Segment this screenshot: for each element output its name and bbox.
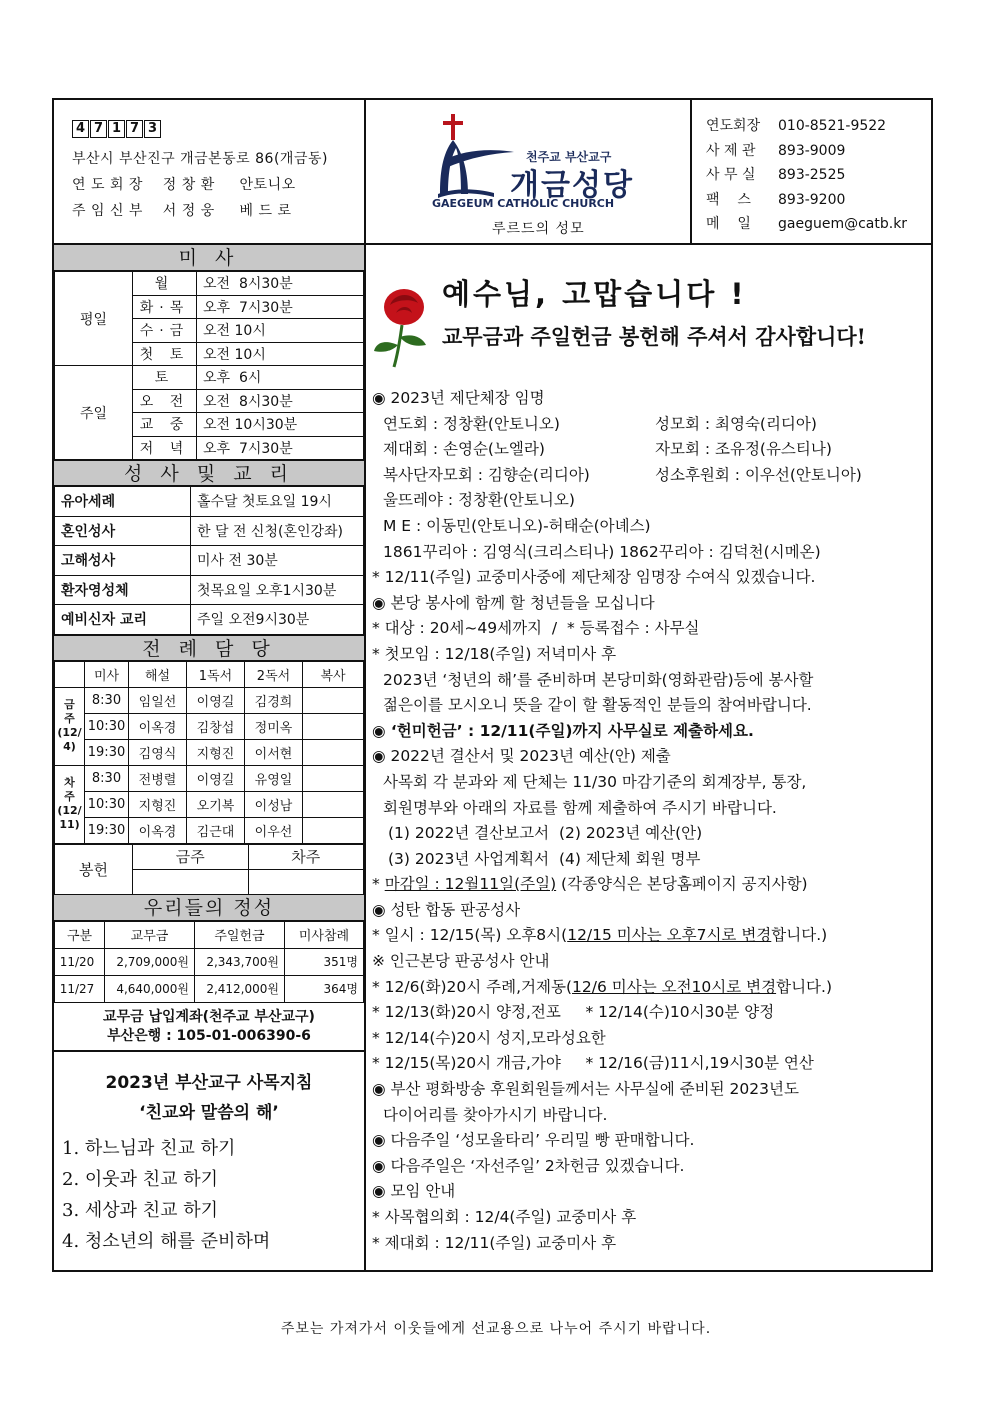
directive-item: 2. 이웃과 친교 하기 — [62, 1168, 219, 1190]
chair-name: 정 창 환 — [162, 177, 215, 193]
table-cell: 김창섭 — [187, 713, 245, 739]
contact-label: 사 무 실 — [706, 167, 756, 183]
mass-day: 교 중 — [133, 413, 197, 437]
column-header: 미사 — [85, 661, 129, 687]
table-cell: 이옥경 — [129, 713, 187, 739]
table-cell — [303, 739, 364, 765]
column-header: 미사참례 — [285, 921, 364, 948]
contact-value: 893-2525 — [778, 167, 846, 183]
chair-line — [72, 172, 364, 198]
notice-heading: ◉ 모임 안내 — [372, 1182, 456, 1201]
table-cell — [133, 869, 249, 894]
contact-label: 연도회장 — [706, 118, 761, 134]
table-cell: 유영일 — [245, 765, 303, 791]
table-row — [55, 575, 364, 605]
notice-line: 회원명부와 아래의 자료를 함께 제출하여 주시기 바랍니다. — [383, 798, 777, 817]
contact-row — [706, 212, 931, 237]
notice-text: (각종양식은 본당홈페이지 공지사항) — [556, 875, 808, 894]
table-header-row — [55, 661, 364, 687]
chair-baptismal: 안토니오 — [239, 177, 296, 193]
notice-text: 합니다.) — [776, 977, 832, 996]
table-cell: 김경희 — [245, 687, 303, 713]
sacrament-name: 유아세례 — [55, 487, 191, 517]
schedule-change: 12/15 미사는 오후7시로 변경 — [567, 926, 772, 945]
sunday-label: 주일 — [55, 366, 133, 460]
directive-subtitle: ‘친교와 말씀의 해’ — [139, 1102, 279, 1123]
contact-row — [706, 188, 931, 213]
notice-line: * 제대회 : 12/11(주일) 교중미사 후 — [372, 1233, 617, 1252]
pastor-line — [72, 198, 364, 224]
table-cell: 이서현 — [245, 739, 303, 765]
mass-time: 오전 10시30분 — [197, 413, 364, 437]
sacrament-name: 환자영성체 — [55, 575, 191, 605]
postal-digit: 3 — [144, 120, 161, 138]
table-row — [55, 605, 364, 635]
table-row — [55, 546, 364, 576]
postal-digit: 4 — [72, 120, 89, 138]
offering-table — [54, 844, 364, 895]
notice-line — [372, 872, 927, 898]
table-cell — [303, 791, 364, 817]
bullet: * — [372, 875, 385, 894]
donations-title: 우리들의 정성 — [54, 895, 364, 921]
table-row — [55, 687, 364, 713]
table-row — [55, 817, 364, 843]
footer-note: 주보는 가져가서 이웃들에게 선교용으로 나누어 주시기 바랍니다. — [280, 1321, 712, 1337]
notice-line: M E : 이동민(안토니오)-허태순(아녜스) — [383, 516, 651, 535]
sacrament-name: 혼인성사 — [55, 516, 191, 546]
mass-day: 저 녁 — [133, 436, 197, 460]
logo-patron: 루르드의 성모 — [492, 221, 585, 237]
contact-value: 893-9009 — [778, 142, 846, 159]
sacrament-time: 첫목요일 오후1시30분 — [191, 575, 364, 605]
notice-heading: ◉ 2022년 결산서 및 2023년 예산(안) 제출 — [372, 747, 671, 766]
column-header: 주일헌금 — [195, 921, 285, 948]
notice-line: 다이어리를 찾아가시기 바랍니다. — [383, 1105, 608, 1124]
church-logo — [364, 100, 690, 243]
mass-day: 토 — [133, 366, 197, 390]
offering-col: 차주 — [248, 844, 364, 869]
table-cell: 정미옥 — [245, 713, 303, 739]
mass-day: 오 전 — [133, 389, 197, 413]
table-cell: 이영길 — [187, 765, 245, 791]
directive-item: 1. 하느님과 친교 하기 — [62, 1137, 236, 1159]
table-cell: 10:30 — [85, 713, 129, 739]
week-label: 금 주 (12/ 4) — [55, 687, 85, 765]
notice-text: * 일시 : 12/15(목) 오후8시( — [372, 926, 568, 945]
contact-value: 010-8521-9522 — [778, 118, 887, 134]
sacrament-time: 한 달 전 신청(혼인강좌) — [191, 516, 364, 546]
notice-heading: ◉ 부산 평화방송 후원회원들께서는 사무실에 준비된 2023년도 — [372, 1080, 799, 1099]
contact-label: 사 제 관 — [706, 142, 756, 159]
mass-day: 월 — [133, 272, 197, 296]
thanks-heading: 예수님, 고맙습니다 ! — [442, 277, 747, 311]
table-cell: 2,709,000원 — [105, 948, 195, 975]
left-column — [54, 245, 364, 1258]
table-row — [55, 948, 364, 975]
table-cell: 지형진 — [187, 739, 245, 765]
table-cell: 364명 — [285, 975, 364, 1002]
appointment: 연도회 : 정창환(안토니오) — [383, 414, 560, 433]
pastor-label: 주 임 신 부 — [72, 203, 143, 219]
liturgy-title: 전 례 담 당 — [54, 635, 364, 661]
offering-col: 금주 — [133, 844, 249, 869]
pastor-baptismal: 베 드 로 — [239, 203, 292, 219]
notice-line: * 대상 : 20세~49세까지 / * 등록접수 : 사무실 — [372, 619, 700, 638]
sacrament-name: 고해성사 — [55, 546, 191, 576]
notice-line — [372, 463, 927, 489]
mass-time: 오전 10시 — [197, 342, 364, 366]
column-header: 1독서 — [187, 661, 245, 687]
notice-line: (1) 2022년 결산보고서 (2) 2023년 예산(안) — [388, 824, 703, 843]
notice-line: * 12/13(화)20시 양정,전포 * 12/14(수)10시30분 양정 — [372, 1003, 775, 1022]
notice-text: * 12/6(화)20시 주례,거제동( — [372, 977, 573, 996]
table-row — [55, 975, 364, 1002]
table-row — [55, 272, 364, 296]
contact-row — [706, 139, 931, 164]
notice-line: 2023년 ‘청년의 해’를 준비하며 본당미화(영화관람)등에 봉사할 — [383, 670, 814, 689]
table-cell — [303, 687, 364, 713]
table-row — [55, 487, 364, 517]
table-cell: 2,343,700원 — [195, 948, 285, 975]
notice-heading: ◉ 2023년 제단체장 임명 — [372, 389, 545, 407]
appointment: 자모회 : 조유정(유스티나) — [655, 440, 832, 459]
mass-time: 오전 10시 — [197, 319, 364, 343]
table-row — [55, 366, 364, 390]
deadline: 마감일 : 12월11일(주일) — [384, 875, 557, 894]
mass-day: 화·목 — [133, 295, 197, 319]
table-cell: 19:30 — [85, 739, 129, 765]
contact-row — [706, 163, 931, 188]
column-header: 교무금 — [105, 921, 195, 948]
column-header: 복사 — [303, 661, 364, 687]
notice-line — [372, 923, 927, 949]
table-cell: 11/27 — [55, 975, 105, 1002]
table-cell: 11/20 — [55, 948, 105, 975]
mass-time: 오전 8시30분 — [197, 272, 364, 296]
table-row — [55, 739, 364, 765]
table-header-row — [55, 921, 364, 948]
account-info — [54, 1003, 364, 1052]
notices — [372, 386, 927, 1256]
column-header: 2독서 — [245, 661, 303, 687]
postal-digit: 7 — [126, 120, 143, 138]
table-row — [55, 713, 364, 739]
appointment: 성모회 : 최영숙(리디아) — [655, 414, 817, 433]
notice-line: * 12/11(주일) 교중미사중에 제단체장 임명장 수여식 있겠습니다. — [372, 568, 816, 587]
pastor-name: 서 정 웅 — [162, 203, 215, 219]
notice-line: (3) 2023년 사업계획서 (4) 제단체 회원 명부 — [388, 849, 701, 868]
notice-line: * 사목협의회 : 12/4(주일) 교중미사 후 — [372, 1208, 637, 1226]
notice-line: * 첫모임 : 12/18(주일) 저녁미사 후 — [372, 644, 617, 663]
notice-heading: ◉ 성탄 합동 판공성사 — [372, 900, 521, 919]
directive-item: 4. 청소년의 해를 준비하며 — [62, 1230, 271, 1252]
notice-text: 합니다.) — [771, 926, 828, 945]
notice-heading: ※ 인근본당 판공성사 안내 — [372, 952, 550, 971]
table-cell: 8:30 — [85, 765, 129, 791]
postal-digit: 1 — [108, 120, 125, 138]
table-cell — [303, 765, 364, 791]
notice-line: * 12/14(수)20시 성지,모라성요한 — [372, 1028, 606, 1047]
postal-digit: 7 — [90, 120, 107, 138]
logo-church-name: 개금성당 — [510, 168, 634, 203]
contact-email: gaeguem@catb.kr — [778, 216, 908, 232]
notice-line: 울뜨레야 : 정창환(안토니오) — [383, 491, 575, 510]
thanks-subheading: 교무금과 주일헌금 봉헌해 주셔서 감사합니다! — [442, 324, 866, 349]
sacrament-time: 홀수달 첫토요일 19시 — [191, 487, 364, 517]
week-label: 차 주 (12/ 11) — [55, 765, 85, 843]
postal-code — [72, 120, 364, 138]
address: 부산시 부산진구 개금본동로 86(개금동) — [72, 151, 328, 167]
notice-line — [372, 437, 927, 463]
column-header: 해설 — [129, 661, 187, 687]
appointment: 복사단자모회 : 김향순(리디아) — [383, 465, 590, 484]
table-cell — [303, 713, 364, 739]
notice-line — [372, 412, 927, 438]
mass-title: 미 사 — [54, 245, 364, 271]
sacrament-time: 주일 오전9시30분 — [191, 605, 364, 635]
notice-heading: ◉ 다음주일 ‘성모울타리’ 우리밀 빵 판매합니다. — [372, 1131, 695, 1150]
table-cell — [248, 869, 364, 894]
table-cell: 이우선 — [245, 817, 303, 843]
table-row — [55, 516, 364, 546]
notice-line: 1861꾸리아 : 김영식(크리스티나) 1862꾸리아 : 김덕천(시메온) — [383, 542, 821, 561]
column-divider — [364, 100, 366, 1270]
header-address-block — [54, 100, 364, 243]
table-cell: 지형진 — [129, 791, 187, 817]
notice-line: 젊은이를 모시오니 뜻을 같이 할 활동적인 분들의 참여바랍니다. — [383, 696, 812, 715]
sacrament-time: 미사 전 30분 — [191, 546, 364, 576]
table-cell: 김근대 — [187, 817, 245, 843]
donations-table — [54, 921, 364, 1003]
column-header — [55, 661, 85, 687]
bulletin-frame — [52, 98, 933, 1272]
directive-title: 2023년 부산교구 사목지침 — [105, 1072, 313, 1093]
contact-row — [706, 114, 931, 139]
table-cell — [303, 817, 364, 843]
notice-line: 사목회 각 분과와 제 단체는 11/30 마감기준의 회계장부, 통장, — [383, 772, 807, 791]
table-cell: 김영식 — [129, 739, 187, 765]
chair-label: 연 도 회 장 — [72, 177, 143, 193]
table-row — [55, 765, 364, 791]
table-cell: 8:30 — [85, 687, 129, 713]
table-cell: 이영길 — [187, 687, 245, 713]
mass-time: 오후 7시30분 — [197, 436, 364, 460]
table-cell: 351명 — [285, 948, 364, 975]
mass-schedule-table — [54, 271, 364, 460]
mass-time: 오후 6시 — [197, 366, 364, 390]
appointment: 성소후원회 : 이우선(안토니아) — [655, 465, 862, 484]
table-cell: 4,640,000원 — [105, 975, 195, 1002]
rose-icon — [372, 285, 434, 369]
account-line: 부산은행 : 105-01-006390-6 — [107, 1027, 311, 1044]
table-cell: 2,412,000원 — [195, 975, 285, 1002]
table-cell: 이성남 — [245, 791, 303, 817]
sacraments-table — [54, 486, 364, 635]
notice-line — [372, 975, 927, 1001]
contact-label: 메 일 — [706, 216, 751, 232]
schedule-change: 12/6 미사는 오전10시로 변경 — [572, 977, 777, 996]
notice-heading: ◉ 본당 봉사에 함께 할 청년들을 모십니다 — [372, 593, 655, 612]
table-cell: 10:30 — [85, 791, 129, 817]
liturgy-table — [54, 661, 364, 844]
sacraments-title: 성 사 및 교 리 — [54, 460, 364, 486]
column-header: 구분 — [55, 921, 105, 948]
notice-heading: ◉ 다음주일은 ‘자선주일’ 2차헌금 있겠습니다. — [372, 1156, 685, 1175]
table-cell: 이옥경 — [129, 817, 187, 843]
table-cell: 오기복 — [187, 791, 245, 817]
appointment: 제대회 : 손영순(노엘라) — [383, 440, 545, 459]
notice-heading: ◉ ‘헌미헌금’ : 12/11(주일)까지 사무실로 제출하세요. — [372, 721, 754, 740]
table-cell: 임일선 — [129, 687, 187, 713]
logo-diocese: 천주교 부산교구 — [526, 150, 612, 164]
notice-line: * 12/15(목)20시 개금,가야 * 12/16(금)11시,19시30분 연산 — [372, 1054, 814, 1073]
mass-day: 첫 토 — [133, 342, 197, 366]
mass-day: 수·금 — [133, 319, 197, 343]
table-row — [55, 844, 364, 869]
directive-item: 3. 세상과 친교 하기 — [62, 1199, 219, 1221]
sacrament-name: 예비신자 교리 — [55, 605, 191, 635]
table-row — [55, 791, 364, 817]
mass-time: 오후 7시30분 — [197, 295, 364, 319]
pastoral-directive — [54, 1052, 364, 1258]
contact-value: 893-9200 — [778, 191, 846, 208]
weekday-label: 평일 — [55, 272, 133, 366]
contact-label: 팩 스 — [706, 191, 751, 208]
offering-label: 봉헌 — [55, 844, 133, 894]
mass-time: 오전 8시30분 — [197, 389, 364, 413]
table-cell: 전병렬 — [129, 765, 187, 791]
contact-block — [690, 100, 931, 243]
logo-english-name: GAEGEUM CATHOLIC CHURCH — [432, 197, 615, 210]
account-line: 교무금 납입계좌(천주교 부산교구) — [103, 1008, 315, 1025]
table-cell: 19:30 — [85, 817, 129, 843]
